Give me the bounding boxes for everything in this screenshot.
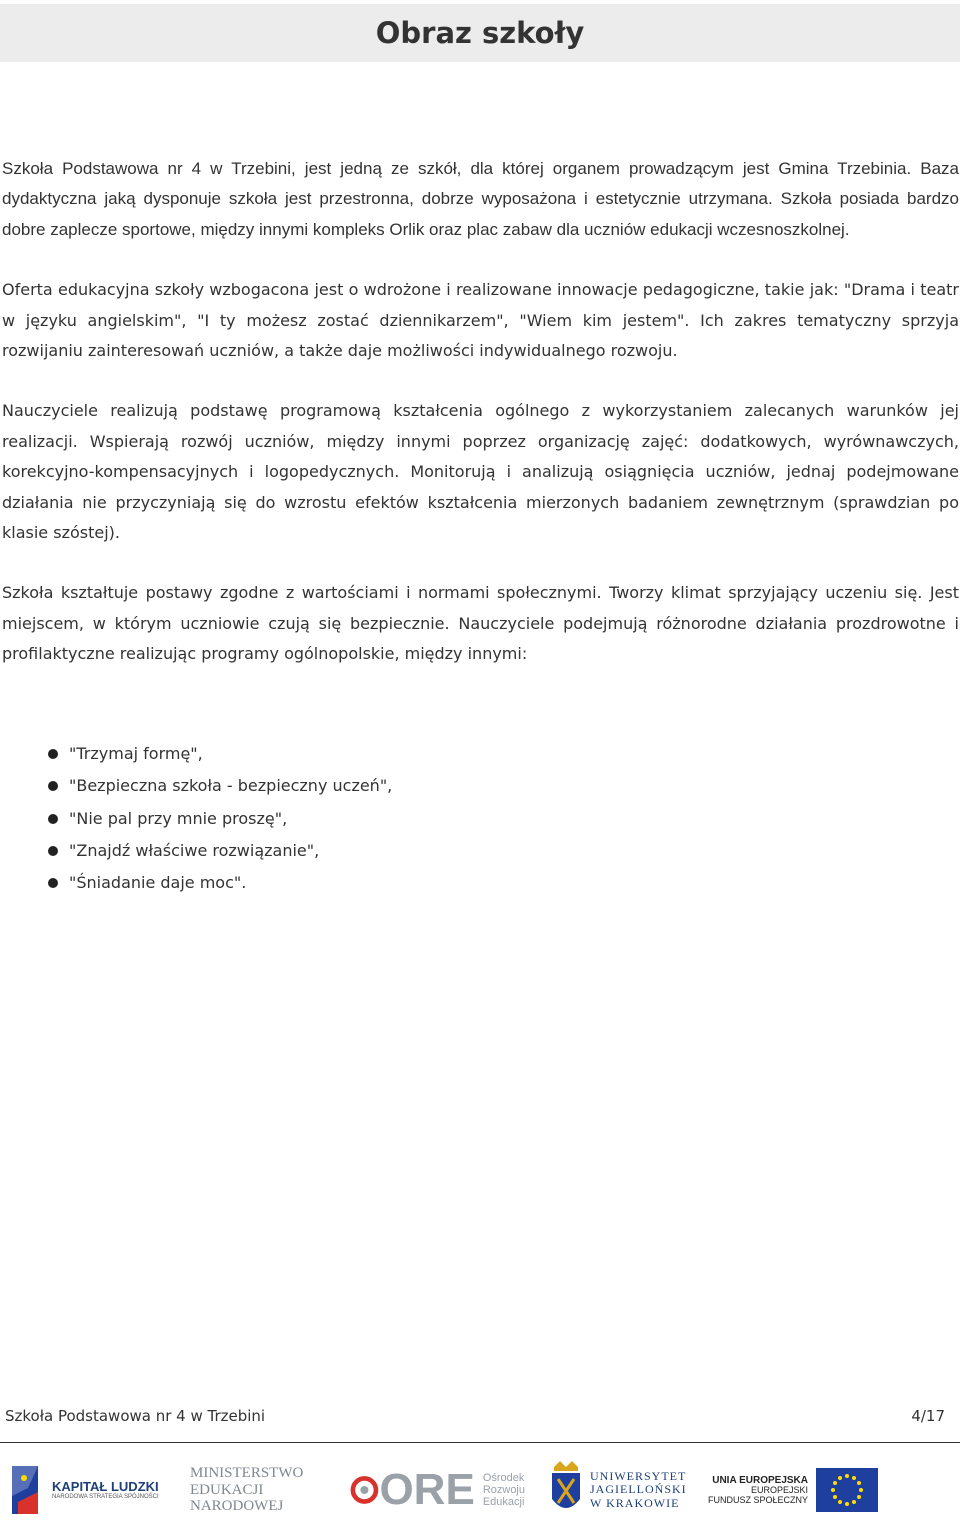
page-title: Obraz szkoły [375, 16, 585, 50]
paragraph-intro: Szkoła Podstawowa nr 4 w Trzebini, jest jedną ze szkół, dla której organem prowadzącym jest Gmina Trzebinia. Baza dydaktyczna jaką dysponuje szkoła jest przestronna, dobrze wyposażona i estetycznie utrzymana. Szkoła posiada bardzo dobre zaplecze sportowe, między innymi kompleks Orlik oraz plac zabaw dla uczniów edukacji wczesnoszkolnej. [2, 159, 959, 239]
kapital-ludzki-icon [10, 1462, 46, 1518]
page-footer [5, 1407, 945, 1425]
bullet-icon [48, 749, 58, 759]
bullet-icon [48, 814, 58, 824]
ore-o-icon [350, 1465, 383, 1515]
paragraph-offer: Oferta edukacyjna szkoły wzbogacona jest o wdrożone i realizowane innowacje pedagogiczne, takie jak: "Drama i teatr w języku angielskim", "I ty możesz zostać dziennikarzem", "Wiem kim jestem". Ich zakres tematyczny sprzyja rozwijaniu zainteresowań uczniów, a także daje możliwości indywidualnego rozwoju. [2, 280, 959, 361]
eu-flag-icon [816, 1468, 878, 1512]
footer-school-name: Szkoła Podstawowa nr 4 w Trzebini [5, 1407, 266, 1425]
list-item: "Znajdź właściwe rozwiązanie", [0, 835, 600, 867]
uj-logo: UNIWERSYTET JAGIELLOŃSKI W KRAKOWIE [548, 1452, 688, 1528]
footer-page-number: 4/17 [911, 1407, 945, 1425]
uj-crest-icon [548, 1459, 584, 1521]
list-item: "Bezpieczna szkoła - bezpieczny uczeń", [0, 770, 600, 802]
kapital-ludzki-logo: KAPITAŁ LUDZKI NARODOWA STRATEGIA SPÓJNOŚCI [10, 1452, 170, 1528]
paragraph-teachers: Nauczyciele realizują podstawę programową kształcenia ogólnego z wykorzystaniem zalecanych warunków jej realizacji. Wspierają rozwój uczniów, między innymi poprzez organizację zajęć: dodatkowych, wyrównawczych, korekcyjno-kompensacyjnych i logopedycznych. Monitorują i analizują osiągnięcia uczniów, jednaj podejmowane działania nie przyczyniają się do wzrostu efektów kształcenia mierzonych badaniem zewnętrznym (sprawdzian po klasie szóstej). [2, 401, 959, 543]
paragraph-values: Szkoła kształtuje postawy zgodne z wartościami i normami społecznymi. Tworzy klimat sprzyjający uczeniu się. Jest miejscem, w którym uczniowie czują się bezpiecznie. Nauczyciele podejmują różnorodne działania prozdrowotne i profilaktyczne realizując programy ogólnopolskie, między innymi: [2, 583, 959, 664]
bullet-icon [48, 878, 58, 888]
ore-logo: ORE Ośrodek Rozwoju Edukacji [350, 1452, 525, 1528]
list-item: "Nie pal przy mnie proszę", [0, 803, 600, 835]
bullet-icon [48, 846, 58, 856]
main-content [2, 154, 959, 700]
eu-logo: UNIA EUROPEJSKA EUROPEJSKI FUNDUSZ SPOŁECZNY [708, 1452, 878, 1528]
logo-strip [0, 1452, 960, 1528]
program-list [0, 738, 600, 899]
title-bar [0, 4, 960, 62]
footer-divider [0, 1442, 960, 1443]
list-item: "Trzymaj formę", [0, 738, 600, 770]
men-logo: MINISTERSTWO EDUKACJI NARODOWEJ [190, 1465, 304, 1515]
bullet-icon [48, 781, 58, 791]
list-item: "Śniadanie daje moc". [0, 867, 600, 899]
